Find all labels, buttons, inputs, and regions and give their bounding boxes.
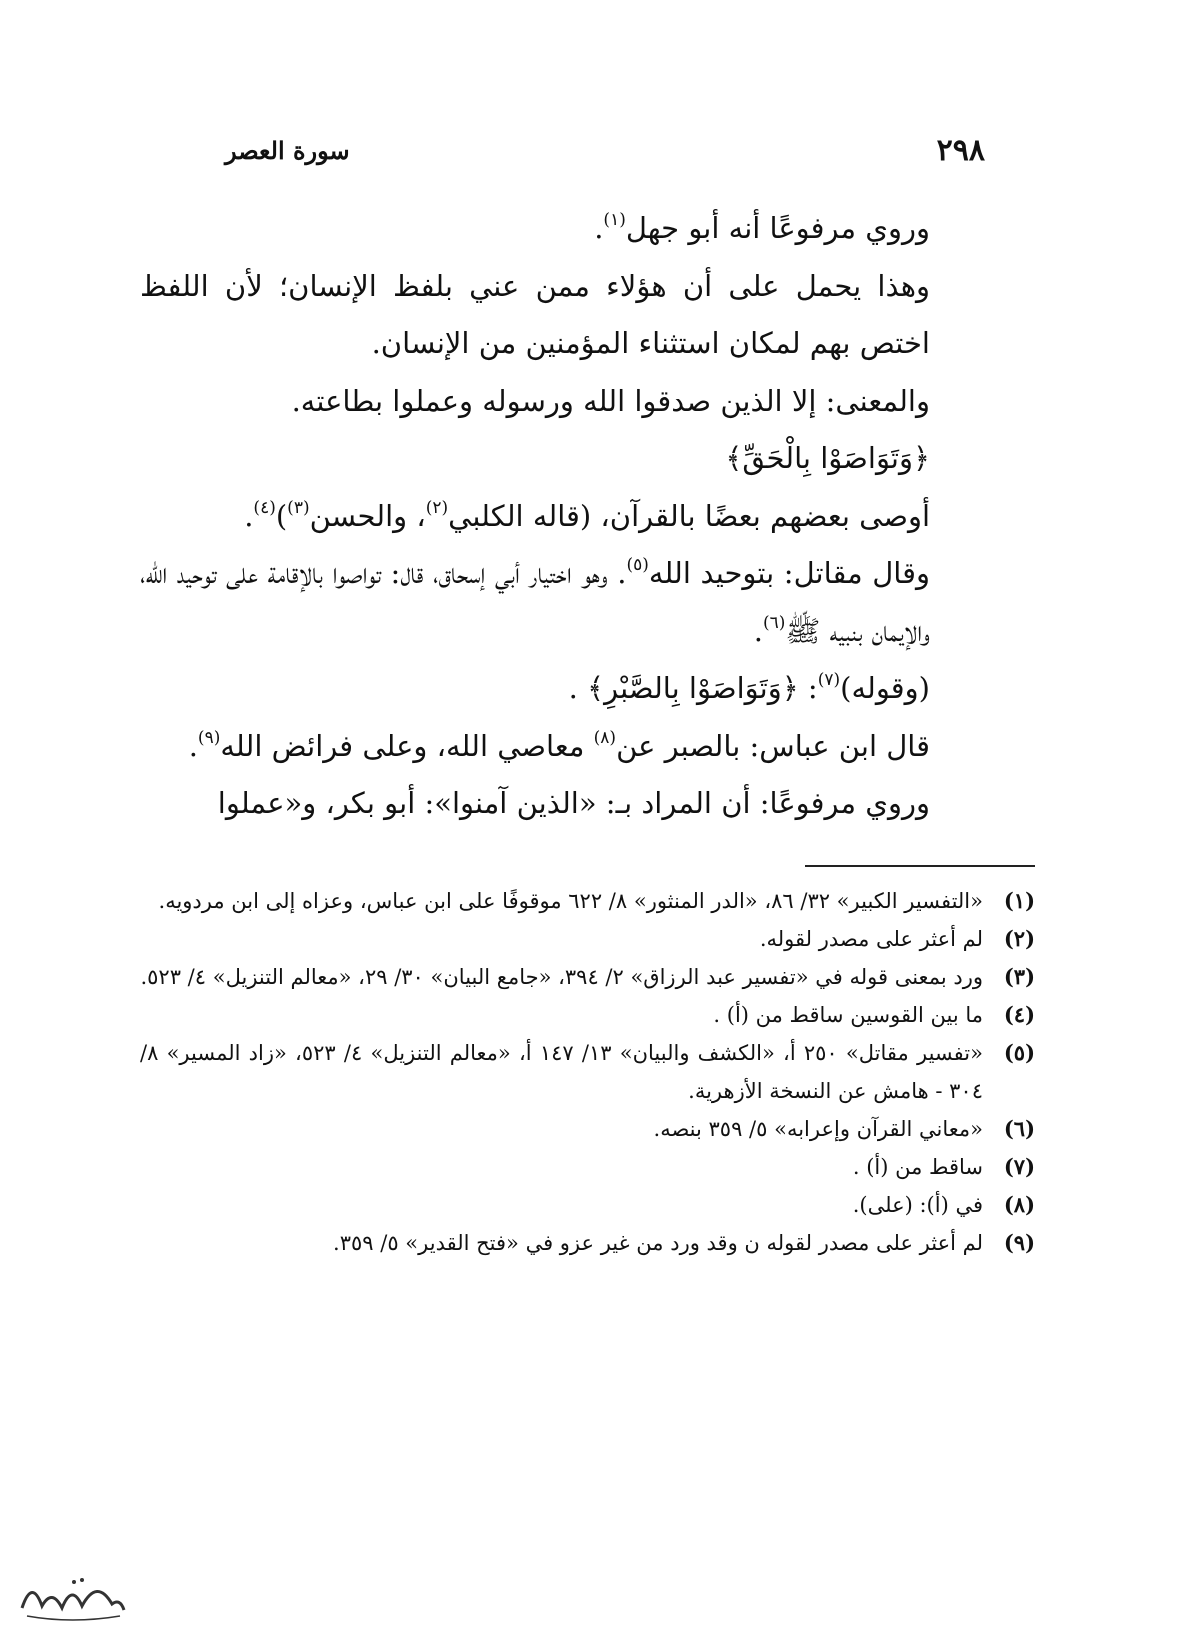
footnote-ref[interactable]: (٣) bbox=[287, 497, 310, 518]
paragraph-5: وقال مقاتل: بتوحيد الله$^{(٥)}$. وهو اختيار أبي إسحاق، قال: تواصوا بالإقامة على توحيد الله، والإيمان بنبيه ﷺ$^{(٦)}$. bbox=[140, 555, 930, 648]
footnote-ref[interactable]: (١) bbox=[603, 210, 626, 231]
footnote-ref[interactable]: (٩) bbox=[197, 727, 221, 748]
running-title: سورة العصر bbox=[225, 135, 350, 165]
page-number: ٢٩٨ bbox=[936, 132, 985, 168]
footnote-item: (٦) «معاني القرآن وإعرابه» ٥/ ٣٥٩ بنصه. bbox=[653, 1116, 1035, 1141]
footnote-ref[interactable]: (٧) bbox=[817, 670, 841, 691]
paragraph-7: قال ابن عباس: بالصبر عن$^{(٨)}$ معاصي الله، وعلى فرائض الله$^{(٩)}$. bbox=[188, 727, 930, 763]
footnote-item: (٩) لم أعثر على مصدر لقوله ن وقد ورد من غير عزو في «فتح القدير» ٥/ ٣٥٩. bbox=[333, 1230, 1035, 1255]
footnote-item: (٢) لم أعثر على مصدر لقوله. bbox=[759, 926, 1035, 951]
footnote-item: (٣) ورد بمعنى قوله في «تفسير عبد الرزاق» ٢/ ٣٩٤، «جامع البيان» ٣٠/ ٢٩، «معالم التنزيل» ٤/ ٥٢٣. bbox=[140, 964, 1035, 989]
footnote-ref[interactable]: (٤) bbox=[253, 497, 276, 518]
footnote-item: (٤) ما بين القوسين ساقط من (أ) . bbox=[713, 1002, 1035, 1027]
paragraph-8: وروي مرفوعًا: أن المراد بـ: «الذين آمنوا»: أبو بكر، و«عملوا bbox=[217, 786, 930, 820]
footnotes bbox=[140, 882, 1035, 1262]
watermark-logo-icon bbox=[12, 1568, 132, 1628]
footnote-ref[interactable]: (٢) bbox=[425, 497, 449, 518]
footnote-ref[interactable]: (٦) bbox=[762, 612, 786, 633]
footnote-item: (٧) ساقط من (أ) . bbox=[852, 1154, 1035, 1179]
paragraph-4: أوصى بعضهم بعضًا بالقرآن، (قاله الكلبي$^{(٢)}$، والحسن$^{(٣)}$)$^{(٤)}$. bbox=[244, 497, 930, 533]
page-header bbox=[225, 128, 985, 172]
quran-verse-2: ﴿وَتَوَاصَوْا بِالصَّبْرِ﴾ bbox=[587, 671, 799, 705]
footnote-item: (٥) «تفسير مقاتل» ٢٥٠ أ، «الكشف والبيان» ١٣/ ١٤٧ أ، «معالم التنزيل» ٤/ ٥٢٣، «زاد المسير» ٨/ ٣٠٤ - هامش عن النسخة الأزهرية. bbox=[140, 1040, 1035, 1103]
paragraph-3: والمعنى: إلا الذين صدقوا الله ورسوله وعملوا بطاعته. bbox=[291, 383, 930, 418]
quran-verse-1: ﴿وَتَوَاصَوْا بِالْحَقِّ﴾ bbox=[725, 441, 930, 475]
footnote-ref[interactable]: (٥) bbox=[626, 555, 649, 576]
footnote-ref[interactable]: (٨) bbox=[593, 727, 617, 748]
paragraph-6: (وقوله)$^{(٧)}$: ﴿وَتَوَاصَوْا بِالصَّبْرِ﴾ . bbox=[568, 670, 930, 705]
footnote-item: (٨) في (أ): (على). bbox=[852, 1192, 1035, 1217]
paragraph-1: وروي مرفوعًا أنه أبو جهل$^{(١)}$. bbox=[594, 210, 930, 245]
paragraph-2: وهذا يحمل على أن هؤلاء ممن عني بلفظ الإنسان؛ لأن اللفظ اختص بهم لمكان استثناء المؤمنين من الإنسان. bbox=[140, 268, 930, 360]
footnote-item: (١) «التفسير الكبير» ٣٢/ ٨٦، «الدر المنثور» ٨/ ٦٢٢ موقوفًا على ابن عباس، وعزاه إلى ابن مردويه. bbox=[158, 888, 1035, 913]
footnote-divider bbox=[805, 865, 1035, 867]
main-text bbox=[140, 200, 1035, 833]
